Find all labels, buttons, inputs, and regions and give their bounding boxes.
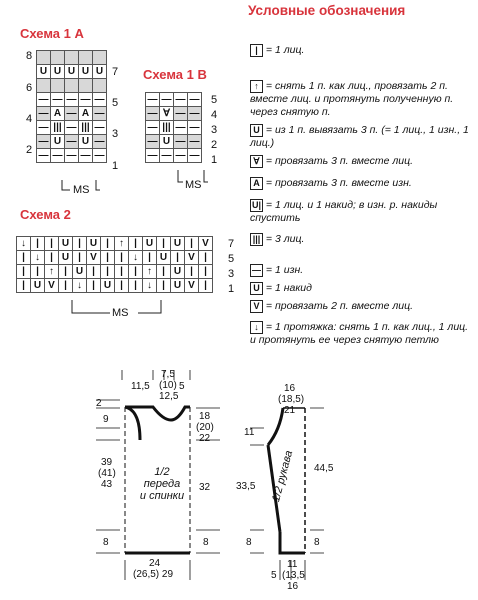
dim-label: 24	[149, 558, 161, 569]
legend-text: = 1 протяжка: снять 1 п. как лиц., 1 лиц. и протянуть ее через снятую петлю	[250, 321, 469, 346]
legend-text: = провязать 3 п. вместе лиц.	[265, 155, 414, 167]
k3tog-symbol-icon: ∀	[250, 155, 263, 168]
row-number: 6	[26, 82, 33, 94]
dim-label: 11	[244, 427, 255, 438]
body-label-line: и спинки	[139, 490, 185, 502]
k2tog-symbol-icon: V	[250, 300, 263, 313]
dim-label: 9	[103, 414, 109, 425]
scheme-2-grid: ↓ | | U | U | ↑ | U | U | V | ↓ | U | V | | ↓ | U | V | | | ↑ | U | | | | ↑ | U | | | U V | ↓ | U | | ↓ | U V |	[16, 236, 213, 293]
scheme-1b-grid: — — — — — ∀ — — — ||| — — — U — — — — — —	[147, 94, 200, 161]
body-label-line: переда	[143, 478, 181, 490]
body-label-line: 1/2	[154, 466, 170, 478]
row-number: 3	[228, 268, 235, 280]
scheme-2-title: Схема 2	[20, 207, 71, 222]
dim-label: 8	[103, 537, 109, 548]
legend-text: = из 1 п. вывязать 3 п. (= 1 лиц., 1 изн., 1 лиц.)	[250, 124, 469, 149]
dim-label: 32	[199, 482, 211, 493]
row-number: 3	[112, 128, 119, 140]
knit-symbol-icon: |	[250, 44, 263, 57]
ms-label: MS	[73, 184, 90, 196]
sleeve-piece-outline	[250, 408, 324, 580]
scheme-1a-title: Схема 1 А	[20, 26, 84, 41]
p3tog-symbol-icon: A	[250, 177, 263, 190]
row-number: 4	[26, 113, 33, 125]
one-into-three-symbol-icon: U	[250, 124, 263, 137]
row-number: 2	[26, 144, 33, 156]
dim-label: 5	[179, 381, 185, 392]
scheme-1b-title: Схема 1 В	[143, 67, 207, 82]
knit-yo-symbol-icon: U|	[251, 200, 262, 210]
dim-label: 8	[203, 537, 209, 548]
dim-label: (20)	[196, 422, 214, 433]
row-number: 1	[211, 154, 218, 166]
ms-label: MS	[185, 179, 202, 191]
dim-label: (10)	[159, 380, 177, 391]
ms-label: MS	[112, 307, 129, 319]
dim-label: 8	[314, 537, 320, 548]
sk2p-symbol-icon: ↑	[250, 80, 263, 93]
dim-label: 2	[96, 398, 102, 409]
dim-label: 8	[246, 537, 252, 548]
dim-label: (41)	[98, 468, 116, 479]
dim-label: 33,5	[236, 481, 256, 492]
dim-label: (18,5)	[278, 394, 305, 405]
legend-text: = снять 1 п. как лиц., провязать 2 п. вместе лиц. и протянуть полученную п. через снятую п.	[250, 80, 454, 118]
dim-label: 43	[101, 479, 113, 490]
row-number: 5	[112, 97, 119, 109]
three-knit-symbol-icon: |||	[250, 233, 263, 246]
dim-label: 21	[284, 405, 296, 416]
row-number: 2	[211, 139, 218, 151]
dim-label: 11	[287, 559, 298, 570]
row-number: 3	[211, 124, 218, 136]
legend-text: = 1 изн.	[265, 264, 304, 276]
dim-label: 7,5	[161, 369, 175, 380]
legend-text: = провязать 3 п. вместе изн.	[265, 177, 412, 189]
ssk-symbol-icon: ↓	[250, 321, 263, 334]
body-piece-label	[138, 466, 186, 502]
row-number: 1	[112, 160, 119, 172]
purl-symbol-icon: —	[252, 265, 261, 275]
dim-label: 39	[101, 457, 113, 468]
dim-label: 16	[287, 581, 299, 592]
legend-title: Условные обозначения	[248, 3, 406, 18]
dim-label: (13,5	[282, 570, 305, 581]
ms-bracket	[62, 170, 208, 313]
row-number: 1	[228, 283, 235, 295]
row-number: 8	[26, 50, 33, 62]
dim-label: (26,5) 29	[133, 569, 174, 580]
row-number: 7	[112, 66, 119, 78]
dim-label: 5	[271, 570, 277, 581]
dim-label: 44,5	[314, 463, 334, 474]
dim-label: 22	[199, 433, 211, 444]
legend-text: = 1 лиц.	[265, 44, 305, 56]
dim-label: 18	[199, 411, 211, 422]
dim-label: 11,5	[131, 381, 150, 392]
legend-text: = 1 накид	[265, 282, 312, 294]
dim-label: 12,5	[159, 391, 179, 402]
scheme-1a-grid: U U U U U — — — — — — A — A — — ||| — ||| — — U — U — — — — — —	[36, 50, 107, 163]
legend-text: = провязать 2 п. вместе лиц.	[265, 300, 414, 312]
row-number: 5	[228, 253, 235, 265]
legend-text: = 1 лиц. и 1 накид; в изн. р. накиды спустить	[250, 199, 438, 224]
dim-label: 16	[284, 383, 296, 394]
row-number: 4	[211, 109, 218, 121]
row-number: 5	[211, 94, 218, 106]
sleeve-piece-label: 1/2 рукава	[270, 449, 296, 504]
yarn-over-symbol-icon: U	[250, 282, 263, 295]
legend-text: = 3 лиц.	[265, 233, 305, 245]
row-number: 7	[228, 238, 235, 250]
